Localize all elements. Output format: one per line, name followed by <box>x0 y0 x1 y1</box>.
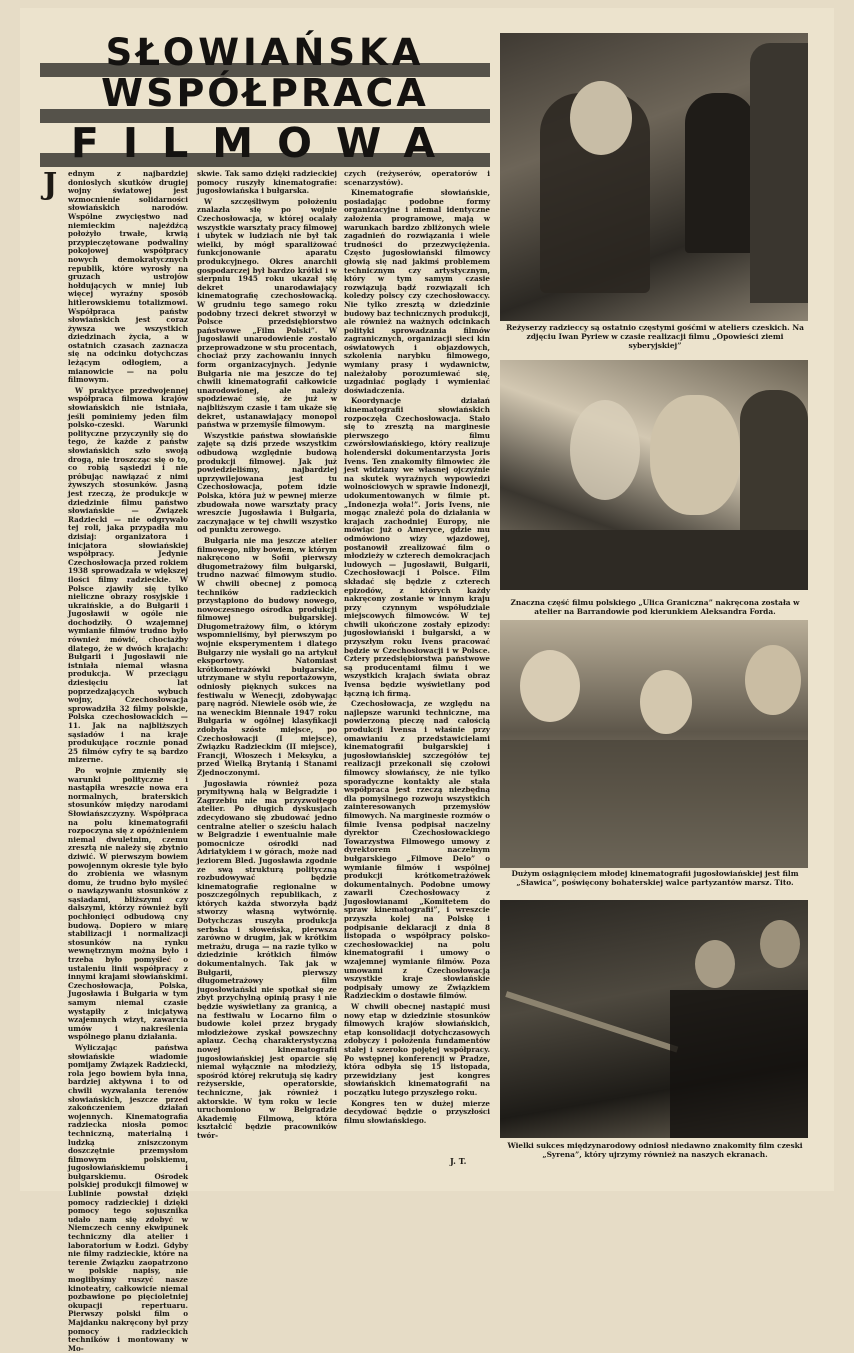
paragraph: Po wojnie zmieniły się warunki polityczne i nastąpiła wreszcie nowa era normalnych, braterskich stosunków między narodami Słowiańszczyzny. Współpraca na polu kinematografii rozpoczyna się z opóźnieniem niemal dwuletnim, czemu zresztą nie należy się zbytnio dziwić. W pierwszym bowiem powojennym okresie tyle było do zrobienia we własnym domu, że trudno było myśleć o nawiązywaniu stosunków z sąsiadami, bliższymi czy dalszymi, którzy również byli pochłonięci odbudową cny budową. Dopiero w miarę stabilizacji i normalizacji stosunków na rynku wewnętrznym można było i trzeba było pomyśleć o ustaleniu linii współpracy z innymi krajami słowiańskimi. Czechosłowacja, Polska, Jugosławia i Bułgaria w tym samym niemal czasie wystąpiły z inicjatywą wzajemnych wizyt, zawarcia umów i nakreślenia wspólnego planu działania. <box>68 765 188 1042</box>
figure-silhouette <box>750 43 808 303</box>
text-column-1 <box>68 169 188 1353</box>
text-column-2 <box>197 170 337 1155</box>
face-shape <box>760 920 800 968</box>
photo-caption: Dużym osiągnięciem młodej kinematografii jugosłowiańskiej jest film „Sławica”, poświęcony bohaterskiej walce partyzantów marsz. Tito. <box>511 869 799 887</box>
paragraph: Kongres ten w dużej mierze decydować będzie o przyszłości filmu słowiańskiego. <box>344 1098 490 1125</box>
paragraph: W chwili obecnej nastąpić musi nowy etap w dziedzinie stosunków filmowych krajów słowiańskich, etap konsolidacji dotychczasowych zdobyczy i położenia fundamentów stałej i szeroko pojętej współpracy. Po wstępnej konferencji w Pradze, która odbyła się 15 listopada, przewidziany jest kongres słowiańskich kinematografii na początku lutego przyszłego roku. <box>344 1002 490 1097</box>
paragraph: Kinematografie słowiańskie, posiadając podobne formy organizacyjne i niemal identyczne założenia programowe, mają w warunkach bardzo zbliżonych wiele zagadnień do rozwiązania i wiele trudności do przezwyciężenia. Często jugosłowiański filmowcy głowią się nad jakimś problemem technicznym czy artystycznym, który w tym samym czasie rozwiązują bądź rozwiązali ich koledzy polscy czy czechosłowaccy. Nie tylko zresztą w dziedzinie budowy baz technicznych produkcji, ale również na ważnych odcinkach polityki sprowadzania filmów zagranicznych, organizacji sieci kin oświatowych i objazdowych, szkolenia narybku filmowego, wymiany prasy i wydawnictw, należałoby porozumiewać się, uzgadniać poglądy i wymieniać doświadczenia. <box>344 188 490 395</box>
paragraph: Czechosłowacja, ze względu na najlepsze warunki techniczne, ma powierzoną pieczę nad całością produkcji Ivensa i właśnie przy omawianiu z przedstawicielami kinematografii bułgarskiej i jugosłowiańskiej szczegółów tej realizacji przekonali się czołowi filmowcy słowiańscy, że nie tylko sporadyczne kontakty ale stała współpraca jest rzeczą niezbędną dla pomyślnego rozwoju wszystkich zainteresowanych przemysłów filmowych. Na marginesie rozmów o filmie Ivensa podpisał naczelny dyrektor Czechosłowackiego Towarzystwa Filmowego umowy z dyrektorem naczelnym bułgarskiego „Filmove Delo” o wymianie filmów i wspólnej produkcji krótkometrażówek dokumentalnych. Podobne umowy zawarli Czechosłowacy z Jugosłowianami „Komitetem do spraw kinematografii”, i wreszcie przyszła kolej na Polskę i podpisanie deklaracji z dnia 8 listopada o współpracy polsko-czechosłowackiej na polu kinematografii i umowy o wzajemnej wymianie filmów. Poza umowami z Czechosłowacją wszystkie kraje słowiańskie podpisały umowy ze Związkiem Radzieckim o dostawie filmów. <box>344 699 490 1001</box>
paragraph: Jugosławia również poza prymitywną halą w Belgradzie i Zagrzebiu nie ma przyzwoitego atelier. Po długich dyskusjach zdecydowano się zbudować jedno centralne atelier o sześciu halach w Belgradzie i ewentualnie małe pomocnicze ośrodki nad Adriatykiem i w górach, może nad jeziorem Bled. Jugosławia zgodnie ze swą strukturą polityczną rozbudowywać będzie kinematografie regionalne w poszczególnych republikach, z których każda stworzyła bądź stworzy własną wytwórnię. Dotychczas ruszyła produkcja serbska i słoweńska, pierwsza zarówno w drugim, jak w krótkim metrażu, druga — na razie tylko w dziedzinie krótkich filmów dokumentalnych. Tak jak w Bułgarii, pierwszy długometrażowy film jugosłowiański nie spotkał się ze zbyt przychylną opinią prasy i nie będzie wyświetlany za granicą, a na festiwalu w Locarno film o budowie kolei przez brygady młodzieżowe zyskał powszechny aplauz. Cechą charakterystyczną nowej kinematografii jugosłowiańskiej jest oparcie się niemal wyłącznie na młodzieży, spośród której rekrutują się kadry reżyserskie, operatorskie, techniczne, jak również i aktorskie. W tym roku w lecie uruchomiono w Belgradzie Akademię Filmową, która kształcić będzie pracowników twór- <box>197 778 337 1140</box>
photo-caption: Reżyserzy radzieccy są ostatnio częstymi gośćmi w ateliers czeskich. Na zdjęciu Iwan Pyriew w czasie realizacji filmu „Opowieści ziemi syberyjskiej” <box>506 323 804 350</box>
face-shape <box>745 645 801 715</box>
photo-caption: Wielki sukces międzynarodowy odniosł niedawno znakomity film czeski „Syrena”, który ujrzymy również na naszych ekranach. <box>507 1141 803 1159</box>
face-shape <box>650 395 740 515</box>
photo-director-handshake <box>500 33 808 321</box>
railing <box>493 991 678 1090</box>
photo-slavica <box>500 620 808 868</box>
photo-caption: Znaczna część filmu polskiego „Ulica Graniczna” nakręcona została w atelier na Barrandowie pod kierunkiem Aleksandra Forda. <box>510 598 800 616</box>
photo-syrena <box>500 900 808 1138</box>
text-column-3 <box>344 170 490 1155</box>
face-shape <box>640 670 692 734</box>
crowd-shape <box>670 990 808 1138</box>
face-shape <box>520 650 580 722</box>
title-line-2: WSPÓŁPRACA <box>101 71 429 115</box>
title-line-1: SŁOWIAŃSKA <box>105 31 425 74</box>
paragraph: Wyliczając państwa słowiańskie wiadomie pomijamy Związek Radziecki, rola jego bowiem była inna, bardziej aktywna i to od chwili wyzwalania terenów słowiańskich, jeszcze przed zakończeniem działań wojennych. Kinematografia radziecka niosła pomoc techniczną, materialną i ludzką zniszczonym doszczętnie przemysłom filmowym polskiemu, jugosłowiańskiemu i bułgarskiemu. Ośrodek polskiej produkcji filmowej w Lublinie powstał dzięki pomocy radzieckiej i dzięki pomocy tego sojusznika udało nam się zdobyć w Niemczech cenny ekwipunek techniczny dla atelier i laboratorium w Łodzi. Gdyby nie filmy radzieckie, które na terenie Związku zaopatrzono w polskie napisy, nie moglibyśmy ruszyć nasze kinoteatry, całkowicie niemal pozbawione po pięcioletniej okupacji repertuaru. Pierwszy polski film o Majdanku nakręcony był przy pomocy radzieckich techników i montowany w Mo- <box>68 1042 188 1353</box>
paragraph: W praktyce przedwojennej współpraca filmowa krajów słowiańskich nie istniała, jeśli pominiemy jeden film polsko-czeski. Warunki polityczne przyczyniły się do tego, że każde z państw słowiańskich szło swoją drogą, nie troszcząc się o to, co robią sąsiedzi i nie próbując nawiązać z nimi żywszych stosunków. Jasną jest rzeczą, że produkcje w dziedzinie filmu państwo słowiańskie — Związek Radziecki — nie odgrywało tej roli, jaka przypadła mu dzisiaj: organizatora i inicjatora słowiańskiej współpracy. Jedynie Czechosłowacja przed rokiem 1938 sprowadzała w większej ilości filmy radzieckie. W Polsce zjawiły się tylko nieliczne obrazy rosyjskie i ukraińskie, a do Bułgarii i Jugosławii w ogóle nie dochodziły. O wzajemnej wymianie filmów trudno było również mówić, chociażby dlatego, że w dwóch krajach: Bułgarii i Jugosławii nie istniała niemal własna produkcja. W przeciągu dziesięciu lat poprzedzających wybuch wojny, Czechosłowacja sprowadziła 32 filmy polskie, Polska czechosłowackich — 11. Jak na najbliższych sąsiadów i na kraje produkujące rocznie ponad 25 filmów cyfry te są bardzo mizerne. <box>68 385 188 765</box>
paragraph: czych (reżyserów, operatorów i scenarzystów). <box>344 169 490 187</box>
paragraph: W szczęśliwym położeniu znalazła się po wojnie Czechosłowacja, w której ocalały wszystkie warsztaty pracy filmowej i ubytek w ludziach nie był tak wielki, by mógł sparaliżować funkcjonowanie aparatu produkcyjnego. Okres anarchii gospodarczej był bardzo krótki i w sierpniu 1945 roku ukazał się dekret unarodawiający kinematografię czechosłowacką. W grudniu tego samego roku podobny trzeci dekret stworzył w Polsce przedsiębiorstwo państwowe „Film Polski”. W Jugosławii unarodowienie zostało przeprowadzone w stu procentach, chociaż przy zachowaniu innych form organizacyjnych. Jedynie Bułgaria nie ma jeszcze do tej chwili kinematografii całkowicie unarodowionej, ale należy spodziewać się, że już w najbliższym czasie i tam ukaże się dekret, ustanawiający monopol państwa w przemyśle filmowym. <box>197 196 337 430</box>
paragraph: Bułgaria nie ma jeszcze atelier filmowego, niby bowiem, w którym nakręcono w Sofii pierwszy długometrażowy film bułgarski, trudno nazwać filmowym studio. W chwili obecnej z pomocą techników radzieckich przystąpiono do budowy nowego, nowoczesnego ośrodka produkcji filmowej bułgarskiej. Długometrażowy film, o którym wspomnieliśmy, był pierwszym po wojnie eksperymentem i dlatego Bułgarzy nie wysłali go na artykuł eksportowy. Natomiast krótkometrażówki bułgarskie, utrzymane w stylu reportażowym, odniosły pięknych sukces na festiwalu w Wenecji, zdobywając parę nagród. Niewiele osób wie, że na weneckim Biennale 1947 roku Bułgaria w ogólnej klasyfikacji zdobyła szóste miejsce, po Czechosłowacji (I miejsce), Związku Radzieckim (II miejsce), Francji, Włoszech i Meksyku, a przed Wielką Brytanią i Stanami Zjednoczonymi. <box>197 535 337 777</box>
figure-silhouette <box>685 93 755 253</box>
article-title <box>40 33 490 165</box>
paragraph: ednym z najbardziej donioslych skutków drugiej wojny światowej jest wzmocnienie solidarności słowiańskich narodów. Wspólne zwycięstwo nad niemieckim najeźdźcą położyło trwałe, krwią przypieczętowane podwaliny pokojowej współpracy nowych demokratycznych republik, które wyrosły na gruzach ustrojów hołdujących w mniej lub więcej wyraźny sposób hitlerowskiemu totalizmowi. Współpraca państw słowiańskich jest coraz żywsza we wszystkich dziedzinach życia, a w ostatnich czasach zaznacza się na odcinku dotychczas leżącym odłogiem, a mianowicie — na polu filmowym. <box>68 169 188 385</box>
title-line-3: FILMOWA <box>70 119 460 167</box>
face-shape <box>570 81 632 155</box>
face-shape <box>570 400 640 500</box>
paragraph: Koordynacje działań kinematografii słowiańskich rozpoczęła Czechosłowacja. Stało się to zresztą na marginesie pierwszego filmu czwórsłowiańskiego, który realizuje holenderski dokumentarzysta Joris Ivens. Ten znakomity filmowiec żle jest widziany we własnej ojczyźnie na skutek wyraźnych wypowiedzi wolnościowych w sprawie Indonezji, udokumentowanych w filmie pt. „Indonezja woła!”. Joris Ivens, nie mogąc znaleźć pola do działania w krajach zachodniej Europy, nie mówiąc już o Ameryce, gdzie mu odmówiono wizy wjazdowej, postanowił zrealizować film o młodzieży w czterech demokracjach ludowych — Jugosławii, Bułgarii, Czechosłowacji i Polsce. Film składać się będzie z czterech epizodów, z których każdy nakręcony zostanie w innym kraju przy czynnym współudziale miejscowych filmowców. W tej chwili ukończone zostały epizody: jugosłowiański i bułgarski, a w przyszłym roku Ivens pracować będzie w Czechosłowacji i w Polsce. Cztery przedsiębiorstwa państwowe są producentami filmu i we wszystkich krajach świata obraz Ivensa będzie wyświetlany pod łączną ich firmą. <box>344 396 490 698</box>
figure-silhouette <box>740 390 808 530</box>
face-shape <box>695 940 735 988</box>
paragraph: skwie. Tak samo dzięki radzieckiej pomocy ruszyły kinematografie: jugosłowiańska i bułgarska. <box>197 169 337 196</box>
crowd-shape <box>500 740 808 868</box>
author-signature: J. T. <box>450 1156 467 1166</box>
paragraph: Wszystkie państwa słowiańskie zajęte są dziś przede wszystkim odbudową względnie budową produkcji filmowej. Jak już powiedzieliśmy, najbardziej uprzywilejowana jest tu Czechosłowacja, potem idzie Polska, która już w pewnej mierze zbudowała nowe warsztaty pracy wreszcie Jugosławia i Bułgaria, zaczynające w tej chwili wszystko od punktu zerowego. <box>197 430 337 535</box>
photo-ulica-graniczna <box>500 360 808 590</box>
car-body <box>500 530 808 590</box>
drop-cap: J <box>43 167 58 202</box>
